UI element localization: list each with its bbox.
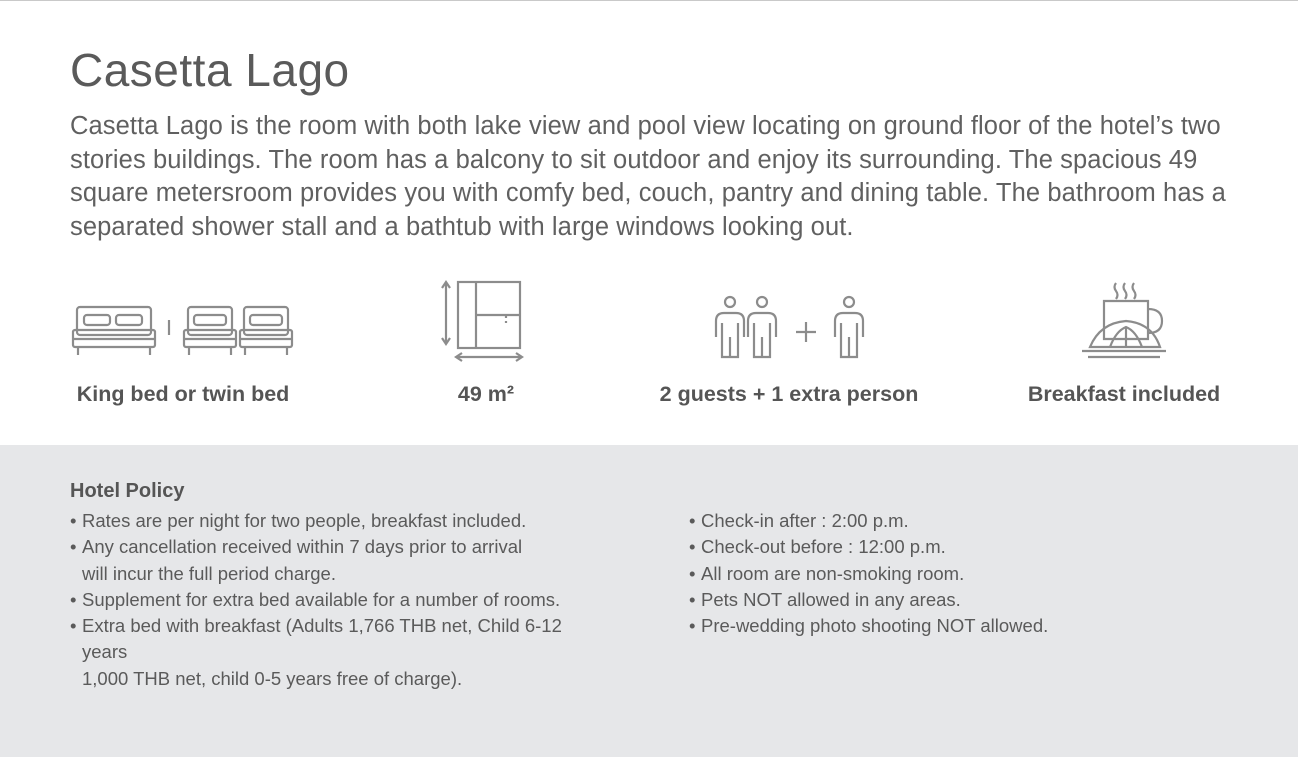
policy-item: • Check-in after : 2:00 p.m. [689,508,1249,534]
policy-item: • All room are non-smoking room. [689,561,1249,587]
room-title: Casetta Lago [70,44,350,96]
breakfast-icon [1020,275,1228,367]
feature-bed-label: King bed or twin bed [76,382,290,406]
room-description: Casetta Lago is the room with both lake view and pool view locating on ground floor of the hotel’s two stories buildings. The room has a balcony to sit outdoor and enjoy its surrounding. The spacious 49 square metersroom provides you with comfy bed, couch, pantry and dining table. The bathroom has a separated shower stall and a bathtub with large windows looking out. [70,112,1226,241]
feature-guests [652,275,926,415]
policy-list-right [689,508,1249,639]
feature-breakfast-label: Breakfast included [1027,382,1221,406]
policy-item: • Check-out before : 12:00 p.m. [689,534,1249,560]
feature-size-label: 49 m² [457,382,515,406]
policy-item: • Any cancellation received within 7 days prior to arrival will incur the full period charge. [70,534,660,587]
policy-item: • Rates are per night for two people, breakfast included. [70,508,660,534]
feature-guests-label: 2 guests + 1 extra person [659,382,919,406]
feature-size [436,275,536,415]
policy-item: • Extra bed with breakfast (Adults 1,766 THB net, Child 6-12 years 1,000 THB net, child 0-5 years free of charge). [70,613,660,692]
feature-bed [70,275,296,415]
policy-item: • Pets NOT allowed in any areas. [689,587,1249,613]
policy-item: • Pre-wedding photo shooting NOT allowed. [689,613,1249,639]
policy-item: • Supplement for extra bed available for a number of rooms. [70,587,660,613]
policy-list-left [70,508,660,692]
floor-plan-icon [436,275,536,367]
feature-breakfast [1020,275,1228,415]
bed-icon [70,275,296,365]
guests-icon [652,275,926,365]
policy-title: Hotel Policy [70,480,185,502]
